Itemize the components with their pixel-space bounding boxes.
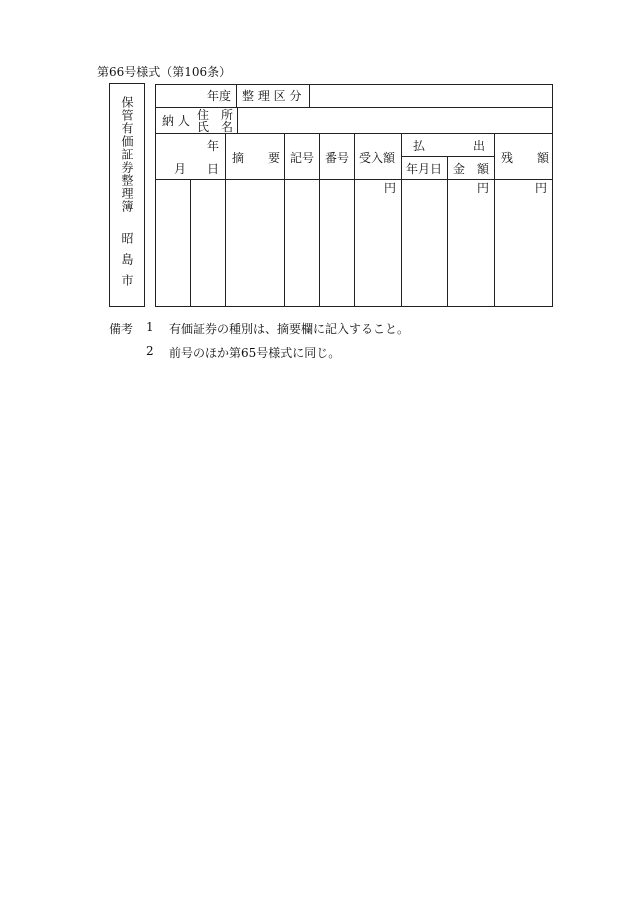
balance-yen-unit: 円: [535, 181, 548, 195]
name-label: 氏 名: [197, 120, 234, 134]
table-line-col-2: [284, 133, 285, 307]
register-title: 保管有価証券整理簿: [120, 96, 134, 213]
col-pay-right: 出: [473, 139, 486, 153]
received-yen-unit: 円: [384, 181, 397, 195]
table-line-month-day: [190, 179, 191, 307]
remark-2-number: 2: [146, 344, 154, 358]
remarks-label: 備考: [109, 322, 134, 336]
col-pay-amount: 金 額: [453, 162, 490, 176]
col-received: 受入額: [359, 151, 396, 165]
col-number: 番号: [325, 151, 350, 165]
col-day: 日: [207, 162, 220, 176]
table-line-payer-sep: [237, 107, 238, 134]
col-pay-left: 払: [413, 139, 426, 153]
table-line-year-sep: [236, 84, 237, 108]
remark-1-text: 有価証券の種別は、摘要欄に記入すること。: [169, 322, 410, 336]
table-line-col-3: [319, 133, 320, 307]
table-line-category-sep: [309, 84, 310, 108]
table-line-col-1: [225, 133, 226, 307]
remark-2-text: 前号のほか第65号様式に同じ。: [169, 346, 341, 360]
remark-1-number: 1: [146, 320, 154, 334]
table-line-col-4: [354, 133, 355, 307]
form-title: 第66号様式（第106条）: [97, 65, 232, 79]
col-year: 年: [207, 139, 220, 153]
col-summary: 摘 要: [232, 151, 281, 165]
col-pay-date: 年月日: [406, 162, 443, 176]
col-month: 月: [174, 162, 187, 176]
pay-yen-unit: 円: [477, 181, 490, 195]
table-line-col-6: [447, 156, 448, 307]
city-name: 昭島市: [120, 232, 134, 295]
category-label: 整 理 区 分: [242, 89, 302, 103]
address-label: 住 所: [197, 108, 234, 122]
col-symbol: 記号: [290, 151, 315, 165]
table-border-right: [552, 84, 553, 307]
table-line-col-5: [401, 133, 402, 307]
payer-label: 納 人: [162, 114, 190, 128]
table-border-top: [155, 84, 553, 85]
col-balance: 残 額: [501, 151, 550, 165]
year-label: 年度: [207, 89, 232, 103]
table-border-left: [155, 84, 156, 307]
table-line-col-7: [494, 133, 495, 307]
